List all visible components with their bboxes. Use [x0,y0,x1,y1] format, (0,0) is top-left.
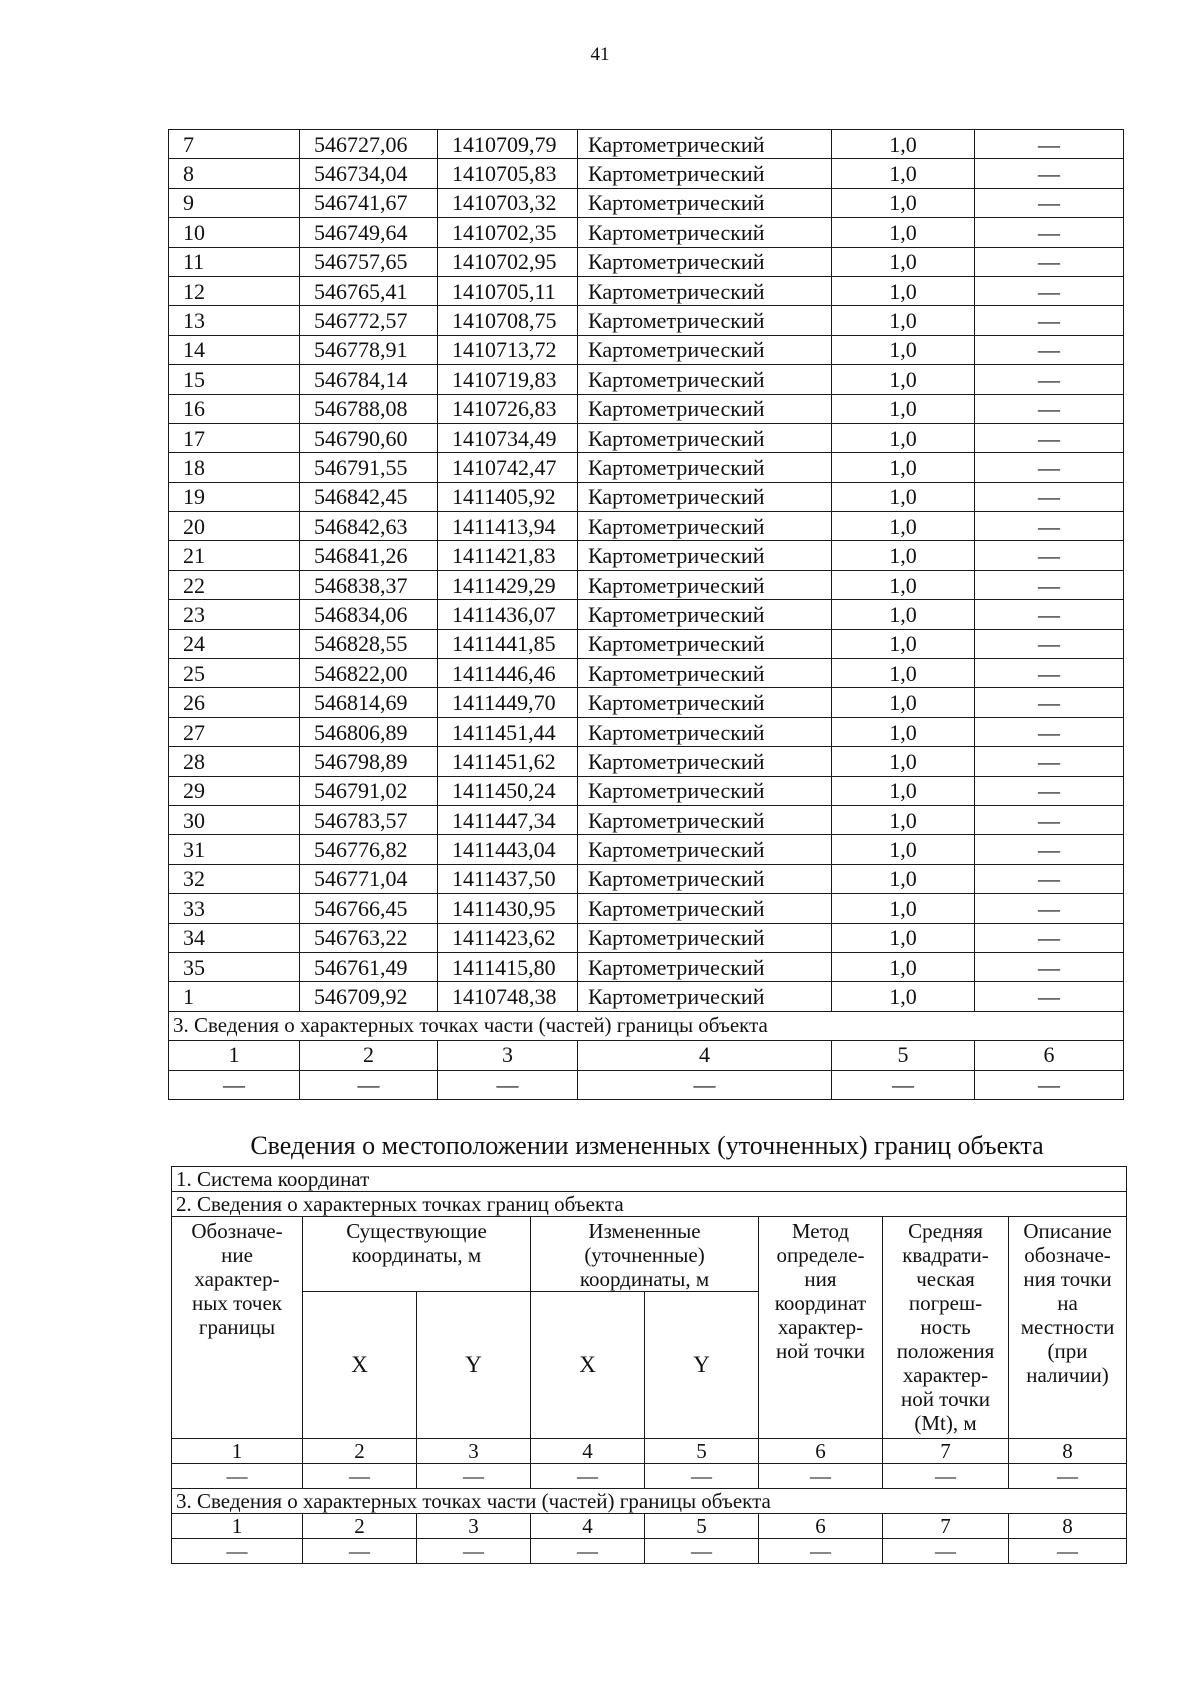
point-number-cell: 29 [169,776,300,805]
header-point-description: Описание обозначе- ния точки на местности (при наличии) [1009,1217,1127,1439]
accuracy-cell: 1,0 [832,776,975,805]
coord-y-cell: 1411430,95 [438,894,578,923]
coord-y-cell: 1410713,72 [438,335,578,364]
description-cell: — [975,600,1124,629]
coord-x-cell: 546734,04 [300,159,438,188]
coord-x-cell: 546834,06 [300,600,438,629]
header-changed-x: X [531,1292,645,1439]
changed-boundaries-title: Сведения о местоположении измененных (уточненных) границ объекта [250,1131,1044,1160]
point-number-cell: 8 [169,159,300,188]
col-number: 2 [303,1514,417,1539]
method-cell: Картометрический [578,482,832,511]
description-cell: — [975,952,1124,981]
point-number-cell: 32 [169,864,300,893]
method-cell: Картометрический [578,335,832,364]
coord-y-cell: 1411421,83 [438,541,578,570]
point-number-cell: 24 [169,629,300,658]
part-column-number-row [172,1514,1127,1539]
column-number-row [169,1041,1124,1070]
accuracy-cell: 1,0 [832,894,975,923]
col-number: 5 [645,1439,759,1464]
point-number-cell: 31 [169,835,300,864]
col-number: 2 [303,1439,417,1464]
method-cell: Картометрический [578,247,832,276]
coord-x-cell: 546727,06 [300,130,438,159]
point-number-cell: 28 [169,747,300,776]
method-cell: Картометрический [578,864,832,893]
method-cell: Картометрический [578,306,832,335]
dash-cell: — [438,1070,578,1099]
description-cell: — [975,717,1124,746]
method-cell: Картометрический [578,453,832,482]
accuracy-cell: 1,0 [832,952,975,981]
table-row [169,541,1124,570]
coord-y-cell: 1410726,83 [438,394,578,423]
boundary-points-table [168,129,1124,1100]
col-number: 8 [1009,1514,1127,1539]
coord-y-cell: 1411446,46 [438,659,578,688]
coord-y-cell: 1411423,62 [438,923,578,952]
coord-y-cell: 1411415,80 [438,952,578,981]
method-cell: Картометрический [578,600,832,629]
col-number: 4 [531,1514,645,1539]
dash-cell: — [578,1070,832,1099]
accuracy-cell: 1,0 [832,747,975,776]
table-row [169,335,1124,364]
coord-y-cell: 1411443,04 [438,835,578,864]
accuracy-cell: 1,0 [832,541,975,570]
table-row [169,600,1124,629]
col-number: 1 [172,1514,303,1539]
description-cell: — [975,835,1124,864]
table-row [169,512,1124,541]
method-cell: Картометрический [578,541,832,570]
accuracy-cell: 1,0 [832,394,975,423]
coord-x-cell: 546841,26 [300,541,438,570]
point-number-cell: 30 [169,805,300,834]
description-cell: — [975,747,1124,776]
description-cell: — [975,541,1124,570]
method-cell: Картометрический [578,512,832,541]
accuracy-cell: 1,0 [832,247,975,276]
description-cell: — [975,482,1124,511]
point-number-cell: 33 [169,894,300,923]
coord-x-cell: 546783,57 [300,805,438,834]
page-number: 41 [590,44,610,65]
description-cell: — [975,805,1124,834]
description-cell: — [975,982,1124,1011]
table-row [169,306,1124,335]
coord-x-cell: 546791,55 [300,453,438,482]
accuracy-cell: 1,0 [832,159,975,188]
col-number: 6 [759,1514,883,1539]
col-number: 5 [832,1041,975,1070]
table-row [169,952,1124,981]
method-cell: Картометрический [578,923,832,952]
table-row [169,276,1124,305]
accuracy-cell: 1,0 [832,335,975,364]
description-cell: — [975,570,1124,599]
coord-y-cell: 1411441,85 [438,629,578,658]
accuracy-cell: 1,0 [832,717,975,746]
point-number-cell: 19 [169,482,300,511]
method-cell: Картометрический [578,776,832,805]
method-cell: Картометрический [578,688,832,717]
changed-boundaries-table [171,1166,1127,1564]
point-number-cell: 1 [169,982,300,1011]
method-cell: Картометрический [578,982,832,1011]
coord-x-cell: 546790,60 [300,423,438,452]
description-cell: — [975,130,1124,159]
accuracy-cell: 1,0 [832,423,975,452]
method-cell: Картометрический [578,570,832,599]
description-cell: — [975,776,1124,805]
dash-cell: — [645,1539,759,1564]
table-row [169,247,1124,276]
description-cell: — [975,276,1124,305]
coord-x-cell: 546788,08 [300,394,438,423]
coord-y-cell: 1411429,29 [438,570,578,599]
table-row [169,982,1124,1011]
table-row [169,776,1124,805]
method-cell: Картометрический [578,188,832,217]
method-cell: Картометрический [578,805,832,834]
col-number: 1 [169,1041,300,1070]
dash-cell: — [172,1539,303,1564]
coord-x-cell: 546709,92 [300,982,438,1011]
boundary-points-section: 2. Сведения о характерных точках границ объекта [172,1192,1127,1217]
point-number-cell: 18 [169,453,300,482]
point-number-cell: 16 [169,394,300,423]
coord-y-cell: 1410705,11 [438,276,578,305]
accuracy-cell: 1,0 [832,982,975,1011]
header-mean-square-error: Средняя квадрати- ческая погреш- ность положения характер- ной точки (Mt), м [883,1217,1009,1439]
table-row [169,482,1124,511]
col-number: 7 [883,1514,1009,1539]
header-changed-coordinates: Измененные (уточненные) координаты, м [531,1217,759,1292]
table-row [169,894,1124,923]
dash-cell: — [303,1464,417,1489]
header-method: Метод определе- ния координат характер- ной точки [759,1217,883,1439]
description-cell: — [975,423,1124,452]
table-row [169,717,1124,746]
description-cell: — [975,335,1124,364]
table-row [169,423,1124,452]
header-existing-coordinates: Существующие координаты, м [303,1217,531,1292]
point-number-cell: 14 [169,335,300,364]
accuracy-cell: 1,0 [832,482,975,511]
coord-x-cell: 546814,69 [300,688,438,717]
table-row [169,218,1124,247]
coord-y-cell: 1411437,50 [438,864,578,893]
col-number: 4 [578,1041,832,1070]
col-number: 1 [172,1439,303,1464]
method-cell: Картометрический [578,365,832,394]
dash-row [169,1070,1124,1099]
coord-y-cell: 1410702,35 [438,218,578,247]
table-row [169,188,1124,217]
coord-x-cell: 546842,45 [300,482,438,511]
description-cell: — [975,188,1124,217]
col-number: 6 [975,1041,1124,1070]
description-cell: — [975,394,1124,423]
table-row [169,453,1124,482]
col-number: 3 [417,1514,531,1539]
coord-y-cell: 1411436,07 [438,600,578,629]
dash-cell: — [883,1464,1009,1489]
dash-cell: — [417,1464,531,1489]
dash-cell: — [531,1464,645,1489]
method-cell: Картометрический [578,423,832,452]
coord-y-cell: 1411405,92 [438,482,578,511]
coord-x-cell: 546776,82 [300,835,438,864]
col-number: 8 [1009,1439,1127,1464]
coord-x-cell: 546763,22 [300,923,438,952]
description-cell: — [975,659,1124,688]
table-row [169,688,1124,717]
method-cell: Картометрический [578,659,832,688]
coord-x-cell: 546798,89 [300,747,438,776]
header-existing-x: X [303,1292,417,1439]
accuracy-cell: 1,0 [832,276,975,305]
dash-cell: — [303,1539,417,1564]
coord-x-cell: 546778,91 [300,335,438,364]
accuracy-cell: 1,0 [832,805,975,834]
header-point-designation: Обозначе- ние характер- ных точек границы [172,1217,303,1439]
boundary-points-body [169,130,1124,1100]
dash-cell: — [1009,1539,1127,1564]
dash-row [172,1464,1127,1489]
table-row [169,659,1124,688]
table-row [169,835,1124,864]
accuracy-cell: 1,0 [832,629,975,658]
method-cell: Картометрический [578,159,832,188]
coord-y-cell: 1411447,34 [438,805,578,834]
method-cell: Картометрический [578,717,832,746]
coord-y-cell: 1410705,83 [438,159,578,188]
dash-cell: — [417,1539,531,1564]
accuracy-cell: 1,0 [832,659,975,688]
method-cell: Картометрический [578,952,832,981]
method-cell: Картометрический [578,894,832,923]
header-existing-y: Y [417,1292,531,1439]
description-cell: — [975,453,1124,482]
method-cell: Картометрический [578,394,832,423]
dash-cell: — [300,1070,438,1099]
accuracy-cell: 1,0 [832,365,975,394]
point-number-cell: 35 [169,952,300,981]
col-number: 4 [531,1439,645,1464]
point-number-cell: 10 [169,218,300,247]
coord-y-cell: 1410708,75 [438,306,578,335]
coord-y-cell: 1410734,49 [438,423,578,452]
table-row [169,923,1124,952]
table-row [169,570,1124,599]
header-changed-y: Y [645,1292,759,1439]
point-number-cell: 23 [169,600,300,629]
coord-y-cell: 1410709,79 [438,130,578,159]
coord-x-cell: 546791,02 [300,776,438,805]
col-number: 2 [300,1041,438,1070]
coord-x-cell: 546772,57 [300,306,438,335]
coord-y-cell: 1411451,44 [438,717,578,746]
point-number-cell: 26 [169,688,300,717]
point-number-cell: 21 [169,541,300,570]
coord-y-cell: 1410742,47 [438,453,578,482]
table-row [169,864,1124,893]
point-number-cell: 7 [169,130,300,159]
method-cell: Картометрический [578,276,832,305]
point-number-cell: 34 [169,923,300,952]
coord-x-cell: 546765,41 [300,276,438,305]
dash-cell: — [832,1070,975,1099]
point-number-cell: 17 [169,423,300,452]
coordinate-system-section: 1. Система координат [172,1167,1127,1192]
description-cell: — [975,218,1124,247]
col-number: 7 [883,1439,1009,1464]
point-number-cell: 13 [169,306,300,335]
dash-cell: — [975,1070,1124,1099]
accuracy-cell: 1,0 [832,306,975,335]
coord-x-cell: 546828,55 [300,629,438,658]
table-row [169,805,1124,834]
coord-y-cell: 1411449,70 [438,688,578,717]
coord-y-cell: 1410719,83 [438,365,578,394]
part-dash-row [172,1539,1127,1564]
table-row [169,365,1124,394]
description-cell: — [975,629,1124,658]
accuracy-cell: 1,0 [832,218,975,247]
point-number-cell: 9 [169,188,300,217]
coord-x-cell: 546757,65 [300,247,438,276]
accuracy-cell: 1,0 [832,453,975,482]
description-cell: — [975,365,1124,394]
accuracy-cell: 1,0 [832,835,975,864]
point-number-cell: 11 [169,247,300,276]
description-cell: — [975,923,1124,952]
coord-y-cell: 1411413,94 [438,512,578,541]
dash-cell: — [759,1464,883,1489]
accuracy-cell: 1,0 [832,600,975,629]
description-cell: — [975,159,1124,188]
part-boundary-points-section: 3. Сведения о характерных точках части (частей) границы объекта [172,1489,1127,1514]
dash-cell: — [759,1539,883,1564]
method-cell: Картометрический [578,747,832,776]
coord-x-cell: 546842,63 [300,512,438,541]
col-number: 5 [645,1514,759,1539]
coord-x-cell: 546838,37 [300,570,438,599]
point-number-cell: 12 [169,276,300,305]
method-cell: Картометрический [578,629,832,658]
table-row [169,394,1124,423]
coord-x-cell: 546771,04 [300,864,438,893]
point-number-cell: 27 [169,717,300,746]
coord-x-cell: 546822,00 [300,659,438,688]
coord-x-cell: 546761,49 [300,952,438,981]
description-cell: — [975,688,1124,717]
method-cell: Картометрический [578,835,832,864]
dash-cell: — [172,1464,303,1489]
col-number: 3 [438,1041,578,1070]
coord-y-cell: 1410702,95 [438,247,578,276]
coord-x-cell: 546784,14 [300,365,438,394]
accuracy-cell: 1,0 [832,570,975,599]
coord-x-cell: 546741,67 [300,188,438,217]
dash-cell: — [645,1464,759,1489]
description-cell: — [975,894,1124,923]
column-number-row [172,1439,1127,1464]
method-cell: Картометрический [578,218,832,247]
coord-y-cell: 1411450,24 [438,776,578,805]
col-number: 6 [759,1439,883,1464]
table-row [169,629,1124,658]
accuracy-cell: 1,0 [832,188,975,217]
point-number-cell: 20 [169,512,300,541]
accuracy-cell: 1,0 [832,923,975,952]
accuracy-cell: 1,0 [832,512,975,541]
description-cell: — [975,247,1124,276]
accuracy-cell: 1,0 [832,864,975,893]
coord-y-cell: 1410703,32 [438,188,578,217]
dash-cell: — [169,1070,300,1099]
table-row [169,130,1124,159]
accuracy-cell: 1,0 [832,130,975,159]
point-number-cell: 25 [169,659,300,688]
method-cell: Картометрический [578,130,832,159]
coord-x-cell: 546806,89 [300,717,438,746]
accuracy-cell: 1,0 [832,688,975,717]
table-row [169,159,1124,188]
point-number-cell: 15 [169,365,300,394]
coord-y-cell: 1410748,38 [438,982,578,1011]
coord-y-cell: 1411451,62 [438,747,578,776]
dash-cell: — [883,1539,1009,1564]
description-cell: — [975,864,1124,893]
part-boundary-points-section: 3. Сведения о характерных точках части (частей) границы объекта [169,1011,1124,1040]
table-row [169,747,1124,776]
point-number-cell: 22 [169,570,300,599]
coord-x-cell: 546749,64 [300,218,438,247]
dash-cell: — [1009,1464,1127,1489]
col-number: 3 [417,1439,531,1464]
description-cell: — [975,512,1124,541]
dash-cell: — [531,1539,645,1564]
description-cell: — [975,306,1124,335]
coord-x-cell: 546766,45 [300,894,438,923]
